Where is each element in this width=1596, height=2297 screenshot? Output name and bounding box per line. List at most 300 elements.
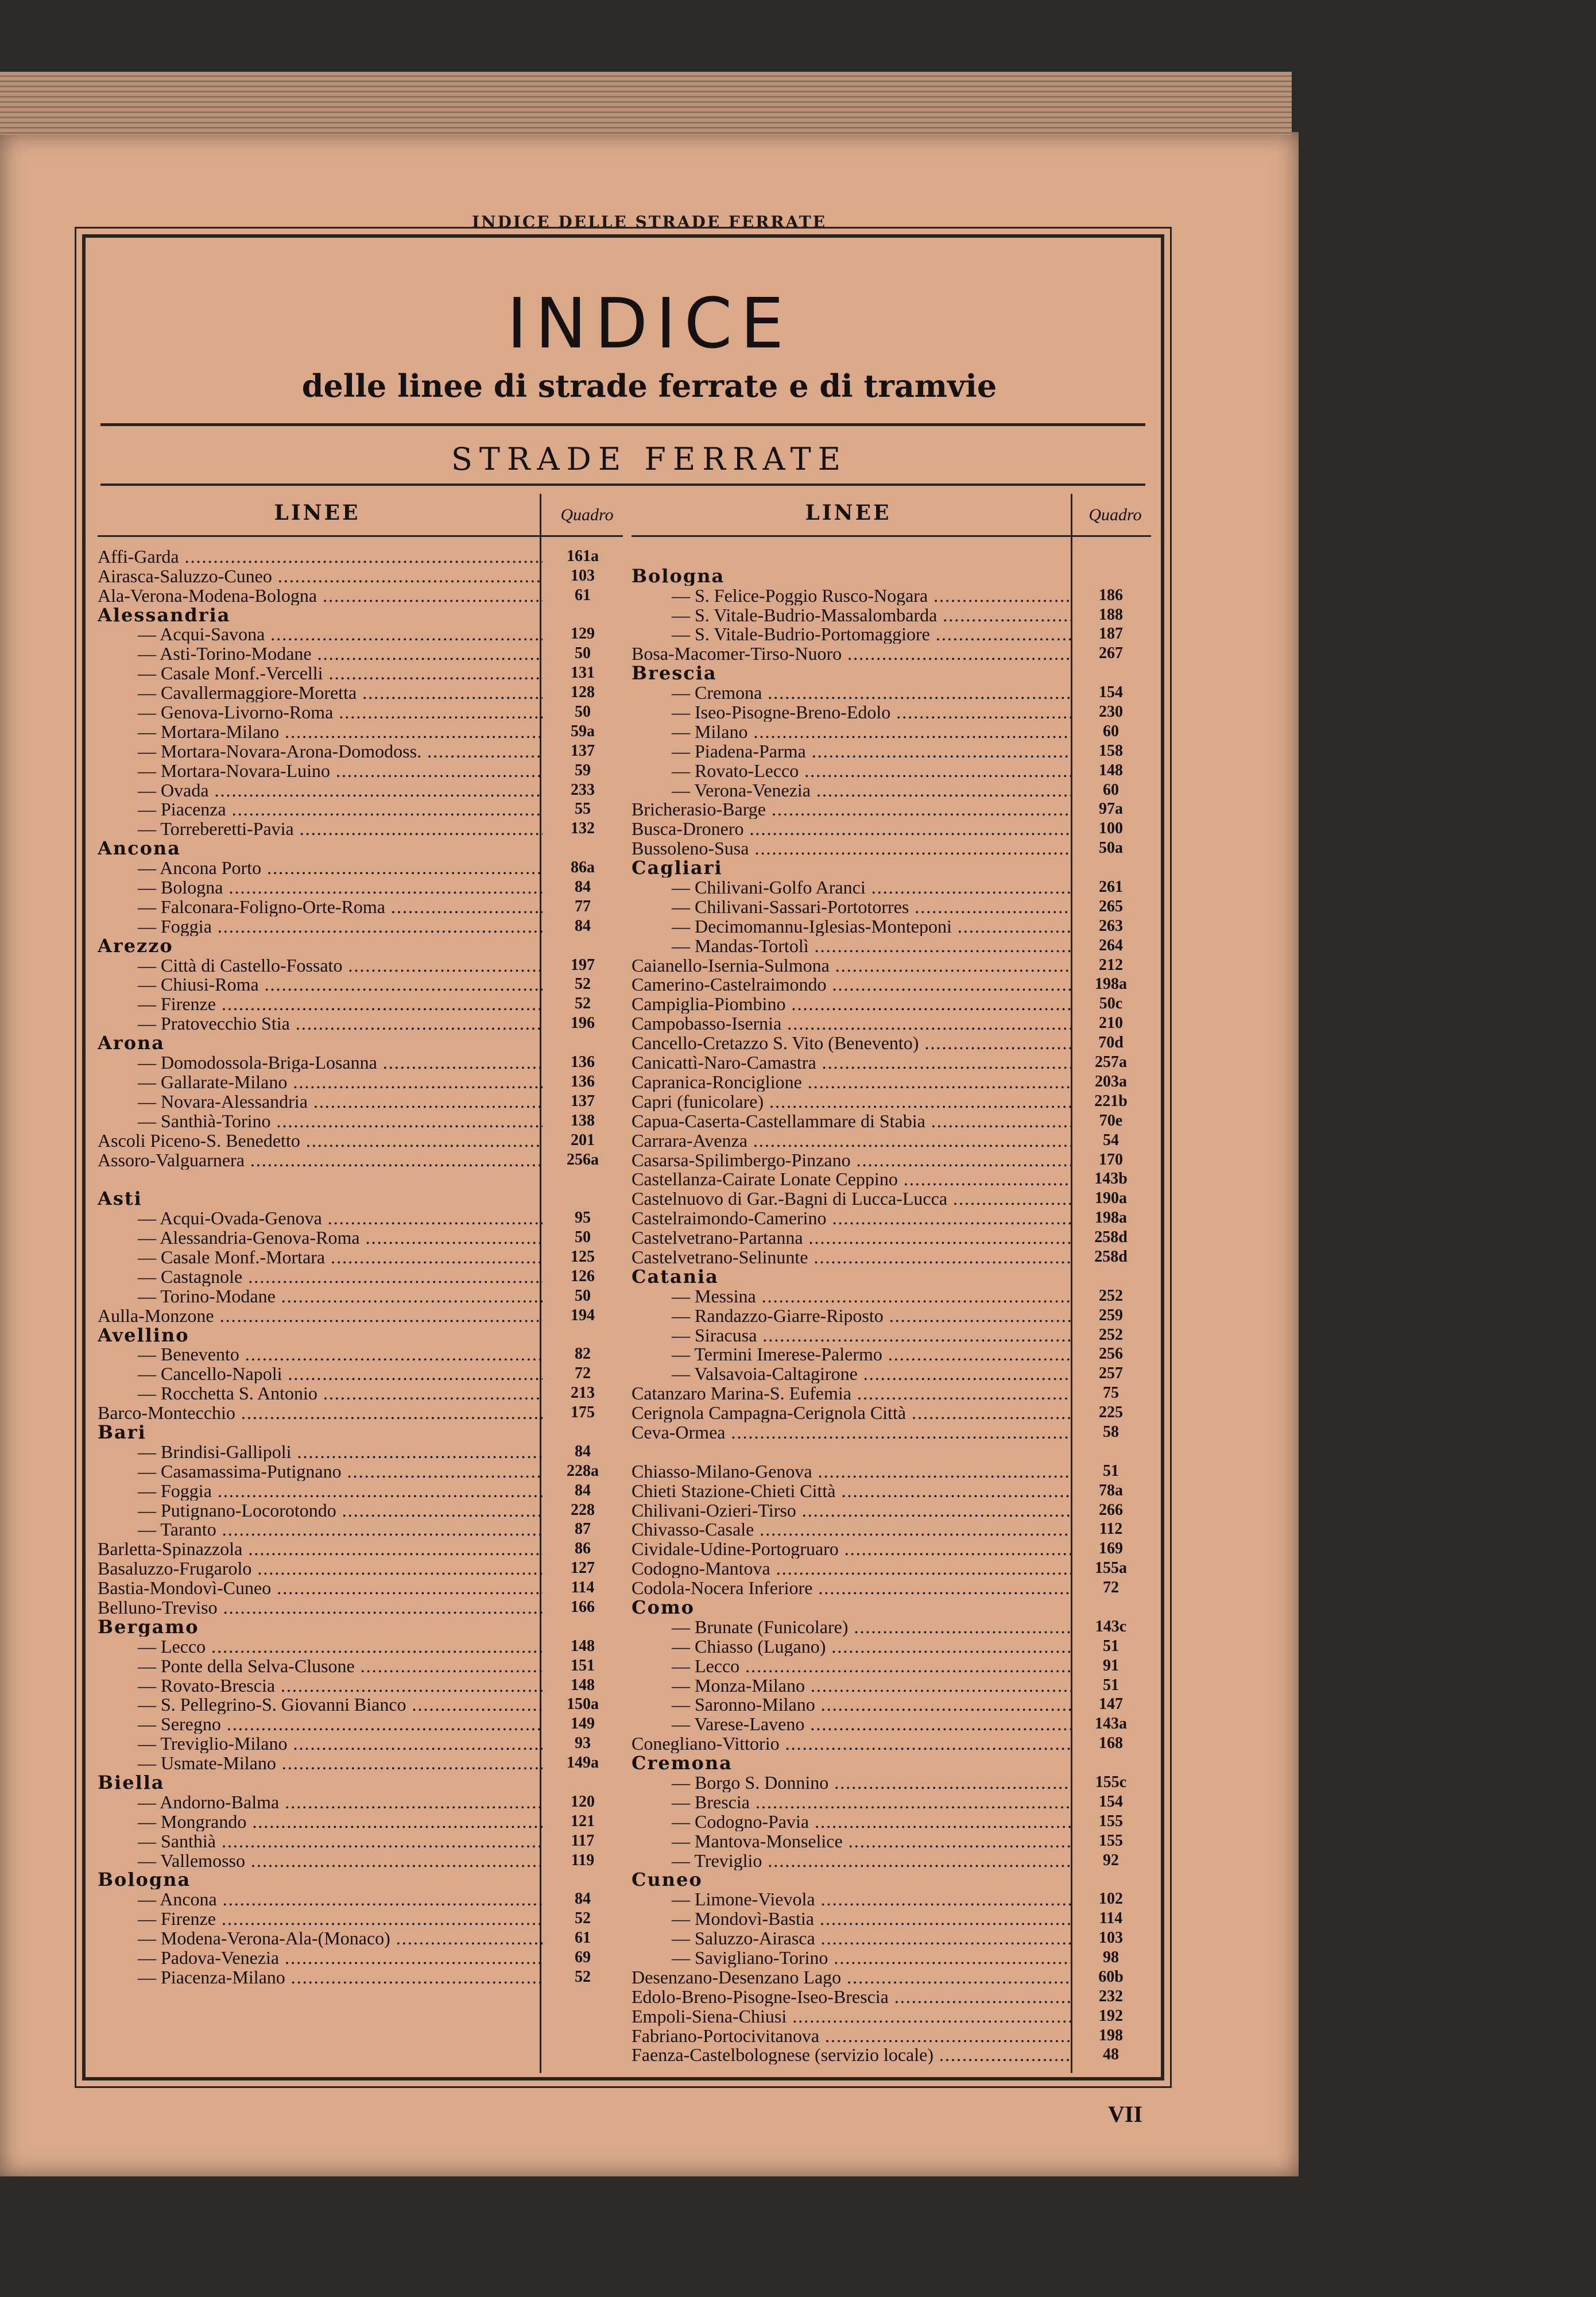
index-entry (632, 800, 1151, 819)
index-entry (632, 2026, 1151, 2045)
quadro-number: 60b (1098, 1967, 1124, 1986)
line-name: — Foggia ..... (98, 1481, 543, 1501)
quadro-number: 143c (1095, 1617, 1127, 1635)
index-entry (632, 2045, 1151, 2065)
index-entry (632, 819, 1151, 838)
index-heading (632, 1870, 1151, 1890)
quadro-number: 198a (1095, 975, 1127, 993)
index-heading (98, 1422, 623, 1442)
line-name: — Torino-Modane ..... (98, 1286, 543, 1306)
index-heading (632, 1267, 1151, 1286)
index-entry (98, 1403, 623, 1422)
index-entry (632, 1967, 1151, 1987)
line-name: — Randazzo-Giarre-Riposto ..... (632, 1306, 1071, 1325)
index-entry (632, 1461, 1151, 1481)
index-entry (98, 780, 623, 800)
quadro-number: 50 (575, 703, 591, 721)
index-entry (632, 722, 1151, 741)
line-name: Camerino-Castelraimondo ..... (632, 975, 1071, 994)
line-name: — Mortara-Novara-Luino ..... (98, 761, 543, 780)
index-entry (98, 1539, 623, 1559)
line-name: — S. Pellegrino-S. Giovanni Bianco ..... (98, 1695, 543, 1714)
index-entry (632, 994, 1151, 1014)
quadro-number: 252 (1099, 1325, 1123, 1344)
quadro-number: 103 (571, 566, 595, 585)
quadro-number: 148 (571, 1637, 595, 1655)
quadro-number: 48 (1103, 2045, 1119, 2064)
line-name: Barletta-Spinazzola ..... (98, 1539, 543, 1559)
index-entry (98, 566, 623, 586)
quadro-number: 114 (571, 1579, 595, 1597)
line-name: Affi-Garda ..... (98, 547, 543, 566)
line-name: Castelraimondo-Camerino ..... (632, 1208, 1071, 1228)
index-entry (632, 1714, 1151, 1734)
index-entry (98, 586, 623, 605)
index-entry (632, 1520, 1151, 1540)
index-entry (98, 663, 623, 683)
line-name: Biella (98, 1773, 165, 1792)
line-name: Cancello-Cretazzo S. Vito (Benevento) ..... (632, 1033, 1071, 1053)
quadro-number: 203a (1095, 1072, 1127, 1091)
line-name: — Piacenza ..... (98, 799, 543, 819)
index-entry (98, 702, 623, 722)
line-name: — Alessandria-Genova-Roma ..... (98, 1228, 543, 1247)
line-name: Fabriano-Portocivitanova ..... (632, 2026, 1071, 2045)
index-entry (98, 897, 623, 917)
quadro-number: 198a (1095, 1209, 1127, 1227)
line-name: — Firenze ..... (98, 1909, 543, 1928)
index-entry (98, 1598, 623, 1617)
line-name: Castellanza-Cairate Lonate Ceppino ..... (632, 1169, 1071, 1189)
line-name: Edolo-Breno-Pisogne-Iseo-Brescia ..... (632, 1987, 1071, 2006)
index-entry (632, 1656, 1151, 1676)
index-entry (632, 1734, 1151, 1753)
quadro-number: 155 (1099, 1831, 1123, 1850)
index-entry (632, 741, 1151, 761)
quadro-number: 91 (1103, 1656, 1119, 1675)
line-name: — Castagnole ..... (98, 1267, 543, 1286)
index-entry (98, 1247, 623, 1267)
index-heading (98, 1325, 623, 1345)
index-entry (98, 644, 623, 663)
line-name: — Piadena-Parma ..... (632, 741, 1071, 761)
index-entry (98, 1734, 623, 1753)
line-name: Bologna (632, 566, 725, 586)
quadro-number: 201 (571, 1131, 595, 1149)
index-entry (98, 1637, 623, 1656)
line-name: — Saluzzo-Airasca ..... (632, 1928, 1071, 1948)
line-name: — Borgo S. Donnino ..... (632, 1773, 1071, 1792)
line-name: — Ovada ..... (98, 780, 543, 800)
quadro-number: 52 (575, 1909, 591, 1928)
lines-header: LINEE (805, 501, 892, 525)
index-heading (98, 1870, 623, 1890)
quadro-number: 154 (1099, 683, 1123, 702)
line-name: Codola-Nocera Inferiore ..... (632, 1578, 1071, 1598)
index-entry (632, 1695, 1151, 1715)
index-entry (98, 1286, 623, 1306)
index-entry (98, 1753, 623, 1773)
line-name: Chivasso-Casale ..... (632, 1519, 1071, 1539)
quadro-number: 213 (571, 1384, 595, 1402)
index-entry (98, 1948, 623, 1967)
line-name: Airasca-Saluzzo-Cuneo ..... (98, 566, 543, 586)
line-name: — Cremona ..... (632, 683, 1071, 702)
quadro-number: 187 (1099, 625, 1123, 643)
index-entry (98, 994, 623, 1014)
quadro-number: 119 (571, 1851, 595, 1869)
line-name: Cagliari (632, 858, 723, 878)
index-heading (632, 566, 1151, 586)
line-name: — S. Vitale-Budrio-Portomaggiore ..... (632, 624, 1071, 644)
index-entry (98, 1520, 623, 1540)
line-name: — Lecco ..... (98, 1637, 543, 1656)
index-entry (98, 1889, 623, 1909)
line-name: — Chiusi-Roma ..... (98, 975, 543, 994)
index-entry (632, 1286, 1151, 1306)
line-name: — Mandas-Tortolì ..... (632, 936, 1071, 956)
page-subtitle: delle linee di strade ferrate e di tramvie (301, 368, 997, 404)
index-entry (98, 1714, 623, 1734)
line-name: — Ponte della Selva-Clusone ..... (98, 1656, 543, 1676)
quadro-number: 166 (571, 1598, 595, 1616)
index-entry (632, 1131, 1151, 1150)
index-entry (632, 1306, 1151, 1325)
index-entry (632, 1014, 1151, 1033)
quadro-number: 170 (1099, 1150, 1123, 1169)
line-name: — Mondovì-Bastia ..... (632, 1909, 1071, 1928)
quadro-number: 212 (1099, 956, 1123, 974)
line-name: Bergamo (98, 1617, 199, 1637)
index-entry (98, 1501, 623, 1520)
quadro-number: 186 (1099, 586, 1123, 604)
index-entry (98, 1208, 623, 1228)
line-name: Chilivani-Ozieri-Tirso ..... (632, 1501, 1071, 1520)
index-entry (632, 1831, 1151, 1851)
index-entry (98, 1578, 623, 1598)
line-name: Belluno-Treviso ..... (98, 1598, 543, 1617)
line-name: — Casale Monf.-Mortara ..... (98, 1247, 543, 1267)
index-entry (632, 1481, 1151, 1501)
quadro-number: 52 (575, 975, 591, 993)
line-name: Bologna (98, 1870, 191, 1890)
index-entry (98, 956, 623, 975)
line-name: — Falconara-Foligno-Orte-Roma ..... (98, 897, 543, 917)
line-name: — Treviglio-Milano ..... (98, 1734, 543, 1753)
index-entry (632, 1092, 1151, 1111)
index-entry (98, 1851, 623, 1870)
quadro-number: 60 (1103, 722, 1119, 740)
line-name: — Casamassima-Putignano ..... (98, 1461, 543, 1481)
line-name: Bricherasio-Barge ..... (632, 799, 1071, 819)
index-entry (632, 1442, 1151, 1461)
line-name: Carrara-Avenza ..... (632, 1131, 1071, 1150)
index-entry (632, 1111, 1151, 1131)
quadro-number: 59 (575, 761, 591, 779)
index-entry (632, 1208, 1151, 1228)
index-entry (632, 838, 1151, 858)
index-entry (98, 1092, 623, 1111)
line-name: Castelvetrano-Partanna ..... (632, 1228, 1071, 1247)
quadro-number: 149 (571, 1715, 595, 1733)
index-entry (98, 1364, 623, 1383)
quadro-number: 192 (1099, 2006, 1123, 2025)
quadro-number: 138 (571, 1111, 595, 1130)
section-title: STRADE FERRATE (451, 441, 848, 477)
quadro-number: 72 (1103, 1579, 1119, 1597)
quadro-number: 128 (571, 683, 595, 702)
quadro-number: 161a (567, 547, 599, 565)
index-entry (632, 683, 1151, 702)
quadro-number: 154 (1099, 1792, 1123, 1811)
index-entry (98, 625, 623, 644)
line-name: — Limone-Vievola ..... (632, 1889, 1071, 1909)
index-entry (98, 547, 623, 566)
quadro-number: 51 (1103, 1676, 1119, 1694)
line-name: Cremona (632, 1753, 733, 1773)
line-name: — Rocchetta S. Antonio ..... (98, 1383, 543, 1403)
quadro-number: 125 (571, 1247, 595, 1266)
line-name: — Mortara-Novara-Arona-Domodoss. ..... (98, 741, 543, 761)
line-name: — Mantova-Monselice ..... (632, 1831, 1071, 1851)
line-name: Alessandria (98, 605, 231, 625)
quadro-number: 148 (571, 1676, 595, 1694)
index-entry (98, 1442, 623, 1461)
quadro-number: 257a (1095, 1053, 1127, 1072)
line-name: Castelnuovo di Gar.-Bagni di Lucca-Lucca ..... (632, 1189, 1071, 1208)
quadro-number: 61 (575, 586, 591, 604)
line-name: — Pratovecchio Stia ..... (98, 1014, 543, 1033)
quadro-number: 52 (575, 995, 591, 1013)
quadro-number: 190a (1095, 1189, 1127, 1208)
quadro-number: 232 (1099, 1987, 1123, 2005)
index-entry (632, 1637, 1151, 1656)
line-name: — Mongrando ..... (98, 1812, 543, 1831)
index-entry (632, 1812, 1151, 1831)
quadro-number: 70e (1099, 1111, 1123, 1130)
line-name: — Verona-Venezia ..... (632, 780, 1071, 800)
quadro-number: 100 (1099, 819, 1123, 838)
line-name: Arona (98, 1033, 165, 1053)
index-entry (632, 1053, 1151, 1072)
index-entry (98, 1053, 623, 1072)
quadro-number: 97a (1099, 800, 1123, 818)
index-entry (98, 1345, 623, 1364)
index-entry (632, 1383, 1151, 1403)
line-name: Cerignola Campagna-Cerignola Città ..... (632, 1403, 1071, 1422)
quadro-number: 120 (571, 1792, 595, 1811)
index-entry (632, 761, 1151, 780)
quadro-number: 114 (1099, 1909, 1123, 1928)
index-entry (632, 1676, 1151, 1695)
line-name: — Firenze ..... (98, 994, 543, 1014)
line-name: — Novara-Alessandria ..... (98, 1092, 543, 1111)
quadro-header: Quadro (1088, 505, 1142, 524)
quadro-number: 129 (571, 625, 595, 643)
quadro-number: 188 (1099, 605, 1123, 624)
index-entry (98, 1812, 623, 1831)
index-heading (98, 936, 623, 956)
index-entry (632, 1773, 1151, 1792)
quadro-number: 257 (1099, 1364, 1123, 1383)
quadro-number: 59a (571, 722, 595, 740)
quadro-number: 256a (567, 1150, 599, 1169)
index-entry (98, 975, 623, 995)
column-header (98, 494, 623, 537)
line-name: Campobasso-Isernia ..... (632, 1014, 1071, 1033)
index-heading (98, 1033, 623, 1053)
index-column-left (98, 494, 623, 2073)
quadro-number: 69 (575, 1948, 591, 1967)
quadro-number: 50 (575, 1286, 591, 1305)
quadro-number: 70d (1098, 1034, 1124, 1052)
index-entry (98, 1131, 623, 1150)
index-heading (632, 663, 1151, 683)
quadro-number: 95 (575, 1209, 591, 1227)
index-entry (98, 1383, 623, 1403)
quadro-number: 84 (575, 1481, 591, 1499)
line-name: — Ancona ..... (98, 1889, 543, 1909)
line-name: — Asti-Torino-Modane ..... (98, 644, 543, 663)
quadro-number: 210 (1099, 1014, 1123, 1033)
quadro-number: 126 (571, 1267, 595, 1285)
quadro-number: 263 (1099, 917, 1123, 935)
quadro-number: 78a (1099, 1481, 1123, 1499)
quadro-header: Quadro (560, 505, 614, 524)
line-name: — Acqui-Savona ..... (98, 624, 543, 644)
line-name: — Valsavoia-Caltagirone ..... (632, 1364, 1071, 1383)
line-name: — Mortara-Milano ..... (98, 722, 543, 741)
line-name: Conegliano-Vittorio ..... (632, 1734, 1071, 1753)
index-entry (98, 683, 623, 702)
line-name: Chieti Stazione-Chieti Città ..... (632, 1481, 1071, 1501)
quadro-number: 82 (575, 1345, 591, 1363)
index-entry (98, 1656, 623, 1676)
index-entry (632, 1150, 1151, 1170)
quadro-number: 168 (1099, 1734, 1123, 1753)
line-name: Campiglia-Piombino ..... (632, 994, 1071, 1014)
line-name: Cividale-Udine-Portogruaro ..... (632, 1539, 1071, 1559)
quadro-number: 151 (571, 1656, 595, 1675)
quadro-number: 60 (1103, 780, 1119, 799)
line-name: Canicattì-Naro-Camastra ..... (632, 1053, 1071, 1072)
line-name: — Siracusa ..... (632, 1325, 1071, 1345)
index-entry (632, 1403, 1151, 1422)
index-entry (98, 741, 623, 761)
quadro-number: 87 (575, 1520, 591, 1538)
quadro-number: 137 (571, 741, 595, 760)
index-heading (632, 1598, 1151, 1617)
quadro-number: 261 (1099, 878, 1123, 896)
quadro-number: 86 (575, 1540, 591, 1558)
line-name: — Messina ..... (632, 1286, 1071, 1306)
index-entry (98, 1014, 623, 1033)
line-name: Caianello-Isernia-Sulmona ..... (632, 956, 1071, 975)
line-name: — Santhià ..... (98, 1831, 543, 1851)
index-entry (98, 1967, 623, 1987)
line-name: Barco-Montecchio ..... (98, 1403, 543, 1422)
quadro-number: 175 (571, 1403, 595, 1422)
quadro-number: 258d (1094, 1247, 1128, 1266)
line-name: — Brescia ..... (632, 1792, 1071, 1812)
line-name: — Chiasso (Lugano) ..... (632, 1637, 1071, 1656)
index-heading (98, 1773, 623, 1792)
index-entry (98, 761, 623, 780)
page-number: VII (1108, 2101, 1143, 2127)
line-name: Ancona (98, 838, 181, 859)
index-entry (98, 1909, 623, 1928)
line-name: — Taranto ..... (98, 1519, 543, 1539)
line-name: — Torreberetti-Pavia ..... (98, 819, 543, 838)
quadro-number: 51 (1103, 1637, 1119, 1655)
line-name: Cuneo (632, 1870, 703, 1890)
index-entry (98, 1676, 623, 1695)
index-entry (632, 1033, 1151, 1053)
quadro-number: 93 (575, 1734, 591, 1753)
index-entry (632, 917, 1151, 936)
quadro-number: 196 (571, 1014, 595, 1033)
lines-header: LINEE (274, 501, 361, 525)
line-name: Codogno-Mantova ..... (632, 1559, 1071, 1578)
page-edges (0, 72, 1292, 135)
quadro-number: 92 (1103, 1851, 1119, 1869)
index-entry (632, 877, 1151, 897)
index-entry (632, 897, 1151, 917)
index-entry (632, 1928, 1151, 1948)
quadro-number: 50 (575, 644, 591, 663)
line-name: — Cancello-Napoli ..... (98, 1364, 543, 1383)
index-entry (632, 2006, 1151, 2026)
index-entry (98, 1481, 623, 1501)
quadro-number: 143a (1095, 1715, 1127, 1733)
quadro-number: 75 (1103, 1384, 1119, 1402)
line-name: — Termini Imerese-Palermo ..... (632, 1344, 1071, 1364)
line-name: — Monza-Milano ..... (632, 1676, 1071, 1695)
quadro-number: 259 (1099, 1306, 1123, 1324)
line-name: — Savigliano-Torino ..... (632, 1948, 1071, 1967)
index-entry (632, 1617, 1151, 1637)
quadro-number: 136 (571, 1072, 595, 1091)
line-name: Asti (98, 1189, 142, 1209)
index-entry (632, 1792, 1151, 1812)
quadro-number: 77 (575, 897, 591, 915)
line-name: Bastia-Mondovì-Cuneo ..... (98, 1578, 543, 1598)
quadro-number: 228a (567, 1461, 599, 1480)
quadro-number: 169 (1099, 1540, 1123, 1558)
index-entry (632, 1325, 1151, 1345)
line-name: Avellino (98, 1325, 189, 1345)
index-heading (98, 1189, 623, 1208)
quadro-number: 84 (575, 1890, 591, 1908)
index-entry (632, 1889, 1151, 1909)
line-name: — Padova-Venezia ..... (98, 1948, 543, 1967)
line-name: Ascoli Piceno-S. Benedetto ..... (98, 1131, 543, 1150)
index-entry (632, 644, 1151, 663)
line-name: — Chilivani-Golfo Aranci ..... (632, 877, 1071, 897)
line-name: — Benevento ..... (98, 1344, 543, 1364)
line-name: Bussoleno-Susa ..... (632, 838, 1071, 858)
index-entry (98, 1170, 623, 1189)
line-name: — Santhià-Torino ..... (98, 1111, 543, 1131)
index-entry (98, 858, 623, 877)
line-name: Bari (98, 1422, 146, 1442)
quadro-number: 230 (1099, 703, 1123, 721)
line-name: — Brunate (Funicolare) ..... (632, 1617, 1071, 1637)
index-entry (632, 1247, 1151, 1267)
line-name: — Putignano-Locorotondo ..... (98, 1501, 543, 1520)
index-entry (632, 975, 1151, 995)
line-name: — Casale Monf.-Vercelli ..... (98, 663, 543, 683)
